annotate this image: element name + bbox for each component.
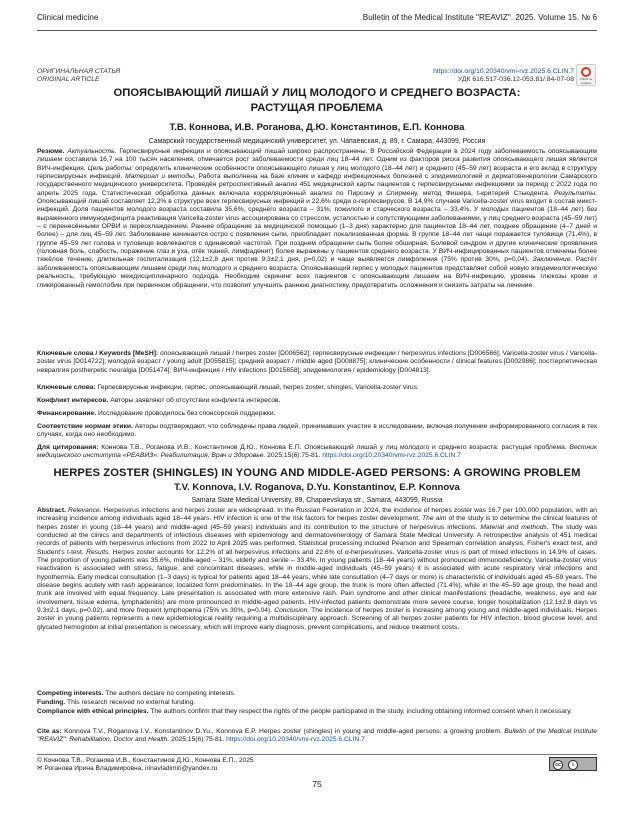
header-divider <box>37 30 597 31</box>
conflict-ru: Конфликт интересов. Авторы заявляют об отсутствии конфликта интересов. <box>37 397 281 404</box>
page-number: 75 <box>312 779 322 789</box>
footer-divider <box>37 754 597 755</box>
ethics-en: Compliance with ethical principles. The authors confirm that they respect the rights of the people participated in the study, including obtaining informed consent when it necessary. <box>37 708 572 715</box>
check-for-updates-badge[interactable]: Check for updates <box>576 64 596 86</box>
keywords-mesh-ru: Ключевые слова / Keywords [MeSH]: опоясывающий лишай / herpes zoster [D006562]; герпесвирусные инфекции / herpesvirus infections [D006566]; Varicella-zoster virus / Varicella-zoster virus [D014722]; молодой возраст / young adult [D055815]; средний возраст / middle aged [D008875]; клинические особенности / clinical features [D002986]; постгерпетическая невралгия postherpetic neuralgia [D051474]; ВИЧ-инфекция / HIV infections [D015658]; эпидемиология / epidemiology [D004813]. <box>37 350 597 374</box>
affiliation-en: Samara State Medical University, 89, Chapaevskaya str., Samara, 443099, Russia <box>191 497 443 504</box>
ethics-ru: Соответствие нормам этики. Авторы подтверждают, что соблюдены права людей, принимавших участие в исследовании, включая получение информированного согласия в тех случаях, когда оно необходимо. <box>37 423 597 439</box>
competing-en: Competing interests. The authors declare no competing interests. <box>37 690 236 697</box>
by-icon: i <box>568 760 578 770</box>
title-en: HERPES ZOSTER (SHINGLES) IN YOUNG AND MIDDLE-AGED PERSONS: A GROWING PROBLEM <box>53 467 581 479</box>
authors-en: T.V. Konnova, I.V. Roganova, D.Yu. Konstantinov, E.P. Konnova <box>174 482 460 493</box>
journal-name: Bulletin of the Medical Institute "REAVIZ". 2025. Volume 15. № 6 <box>362 13 597 22</box>
contact-email[interactable]: ✉ Роганова Ирина Владимировна, irinavladimiri@yandex.ru <box>37 765 218 772</box>
running-header <box>37 13 597 27</box>
citation-en-doi-link[interactable]: https://doi.org/10.20340/vmi-rvz.2025.6.CLIN.7 <box>226 736 365 744</box>
funding-en: Funding. This research received no external funding. <box>37 699 196 706</box>
cc-license-icon[interactable]: cc i <box>549 757 597 771</box>
copyright: © Коннова Т.В., Роганова И.В., Константинов Д.Ю., Коннова Е.П., 2025 <box>37 757 254 764</box>
udc-code: УДК 616.517-036.12-053.81/.84-07-08 <box>457 76 574 83</box>
doi-link[interactable]: https://doi.org/10.20340/vmi-rvz.2025.6.CLIN.7 <box>433 68 574 75</box>
citation-ru: Для цитирования: Коннова Т.В., Роганова И.В., Константинов Д.Ю., Коннова Е.П. Опоясывающий лишай у лиц молодого и среднего возраста: растущая проблема. Вестник медицинского института «РЕАВИЗ»: Реабилитация, Врач и Здоровье. 2025;15(6):75-81. https://doi.org/10.20340/vmi-rvz.2025.6.CLIN.7 <box>37 444 597 460</box>
section-name: Clinical medicine <box>37 13 99 22</box>
doi-block <box>433 68 574 84</box>
authors-ru: Т.В. Коннова, И.В. Роганова, Д.Ю. Константинов, Е.П. Коннова <box>169 122 465 133</box>
funding-ru: Финансирование. Исследование проводилось без спонсорской поддержки. <box>37 410 276 417</box>
affiliation-ru: Самарский государственный медицинский университет, ул. Чапаевская, д. 89, г. Самара, 443099, Россия <box>148 138 486 145</box>
citation-en: Cite as: Konnova T.V., Roganova I.V., Konstantinov D.Yu., Konnova E.P. Herpes zoster (shingles) in young and middle-aged persons: a growing problem. Bulletin of the Medical Institute "REAVIZ": Rehabilitation, Doctor and Health. 2025;15(6):75-81. https://doi.org/10.20340/vmi-rvz.2025.6.CLIN.7 <box>37 728 598 744</box>
footer-info <box>37 757 254 773</box>
title-ru: ОПОЯСЫВАЮЩИЙ ЛИШАЙ У ЛИЦ МОЛОДОГО И СРЕДНЕГО ВОЗРАСТА: РАСТУЩАЯ ПРОБЛЕМА <box>113 87 521 114</box>
citation-ru-doi-link[interactable]: https://doi.org/10.20340/vmi-rvz.2025.6.CLIN.7 <box>322 452 461 460</box>
article-type: ОРИГИНАЛЬНАЯ СТАТЬЯ ORIGINAL ARTICLE <box>37 68 121 83</box>
keywords-ru: Ключевые слова: Герпесвирусные инфекции, герпес, опоясывающий лишай, herpes zoster, shingles, Varicella-zoster virus. <box>37 384 419 391</box>
abstract-en: Abstract. Relevance. Herpesvirus infections and herpes zoster are widespread. In the Russian Federation in 2024, the incidence of herpes zoster was 16.7 per 100,000 population, with an increasing incidence among individuals aged 18–44 years. HIV infection is one of the risk factors for herpes zoster development. The aim of the study is to determine the clinical features of herpes zoster in young (18–44 years) and middle-aged (45–59 years) individuals and its contribution to the structure of herpesvirus infections. Material and methods. The study was conducted at the clinics and departments of infectious diseases with epidemiology and dermatovenerology of Samara State Medical University. A retrospective analysis of 451 medical records of patients with herpesvirus infections from 2022 to April 2025 was performed. Statistical processing included Pearson and Spearman correlation analysis, Fisher's exact test, and Student's t-test. Results. Herpes zoster accounts for 12.2% of all herpesvirus infections and 22.6% of α-herpesviruses. Varicella-zoster virus is part of mixed infections in 14.9% of cases. The proportion of young patients was 35.6%, middle-aged – 31%, elderly and senile – 33.4%. In young patients (18–44 years) without pronounced immunodeficiency, Varicella-zoster virus reactivation is associated with stress, fatigue, and concomitant diseases, while in middle-aged individuals (45–59 years) it is associated with acute respiratory viral infections and hypothermia. Early medical consultation (1–3 days) is typical for patients aged 18–44 years, while late consultation (4–7 days or more) is characteristic of individuals aged 45–59 years. The disease begins acutely with rash appearance; localized form predominates. In the 18–44 age group, the trunk is more often affected (71.4%), while in the 45–59 age group, the head and trunk are involved with equal frequency. Late presentation is associated with more extensive rash. Pain syndrome and other clinical manifestations (headache, weakness, eye and ear involvement, tissue edema, lymphadenitis) are more pronounced in middle-aged patients. HIV-infected patients demonstrate more severe course, longer hospitalization (12.1±2.8 days vs 9.3±2.1 days, p=0.02), and more frequent lymphopenia (75% vs 30%, p=0.04). Conclusion. The incidence of herpes zoster is increasing among young and middle-aged individuals. Herpes zoster in young patients represents a new epidemiological reality requiring a multidisciplinary approach. Screening of all herpes zoster patients for HIV infection, blood glucose level, and glycated hemoglobin at initial presentation is necessary, which will improve early diagnosis, prevent complications, and reduce treatment costs. <box>37 507 598 631</box>
abstract-ru: Резюме. Актуальность. Герпесвирусные инфекции и опоясывающий лишай широко распространены. В Российской Федерации в 2024 году заболеваемость опоясывающим лишаем составила 16,7 на 100 тысяч населения, отмечается рост заболеваемости среди лиц 18–44 лет. Одним из факторов риска развития опоясывающего лишая является ВИЧ-инфекция. Цель работы: определить клинические особенности опоясывающего лишая у лиц молодого (18–44 лет) и среднего (45–59 лет) возраста и его вклад в структуру герпесвирусных инфекций. Материал и методы. Работа выполнена на базе клиник и кафедр инфекционных болезней с эпидемиологией и дерматовенерологии Самарского государственного медицинского университета. Проведён ретроспективный анализ 451 медицинской карты пациентов с герпесвирусными инфекциями за период с 2022 года по апрель 2025 года. Статистическая обработка данных включала корреляционный анализ по Пирсону и Спирмену, метод Фишера, t-критерий Стьюдента. Результаты. Опоясывающий лишай составляет 12,2% в структуре всех герпесвирусных инфекций и 22,6% среди α-герпесвирусов. В 14,9% случаев Varicella-zoster virus входит в состав микст-инфекций. Доля пациентов молодого возраста составила 35,6%, среднего возраста – 31%, пожилого и старческого возраста – 33,4%. У молодых пациентов (18–44 лет) без выраженного иммунодефицита реактивация Varicella-zoster virus ассоциирована со стрессом, усталостью и сопутствующими заболеваниями, у лиц среднего возраста (45–59 лет) – с перенесёнными ОРВИ и переохлаждением. Раннее обращение за медицинской помощью (1–3 дня) характерно для пациентов 18–44 лет, позднее обращение (4–7 дней и более) – для лиц 45–59 лет. Заболевание начинается остро с появления сыпи, преобладает локализованная форма. В группе 18–44 лет чаще поражается туловище (71,4%), в группе 45–59 лет голова и туловище вовлекаются с одинаковой частотой. При позднем обращении сыпь более обширная. Болевой синдром и другие клинические проявления (головная боль, слабость, поражение глаз и уха, отёк тканей, лимфаденит) более выражены у пациентов среднего возраста. У ВИЧ-инфицированных пациентов отмечены более тяжёлое течение, длительная госпитализация (12,1±2,8 дня против 9,3±2,1 дня, p=0,02) и чаще выявляется лимфопения (75% против 30%, p=0,04). Заключение. Растёт заболеваемость опоясывающим лишаем среди лиц молодого и среднего возраста. Опоясывающий герпес у молодых пациентов представляет собой новую эпидемиологическую реальность, требующую междисциплинарного подхода. Необходим скрининг всех пациентов с опоясывающим лишаем на ВИЧ-инфекцию, уровень глюкозы крови и гликированный гемоглобин при первичном обращении, что позволит улучшить раннюю диагностику, предотвратить осложнения и снизить затраты на лечение. <box>37 148 598 289</box>
update-icon <box>581 67 591 77</box>
